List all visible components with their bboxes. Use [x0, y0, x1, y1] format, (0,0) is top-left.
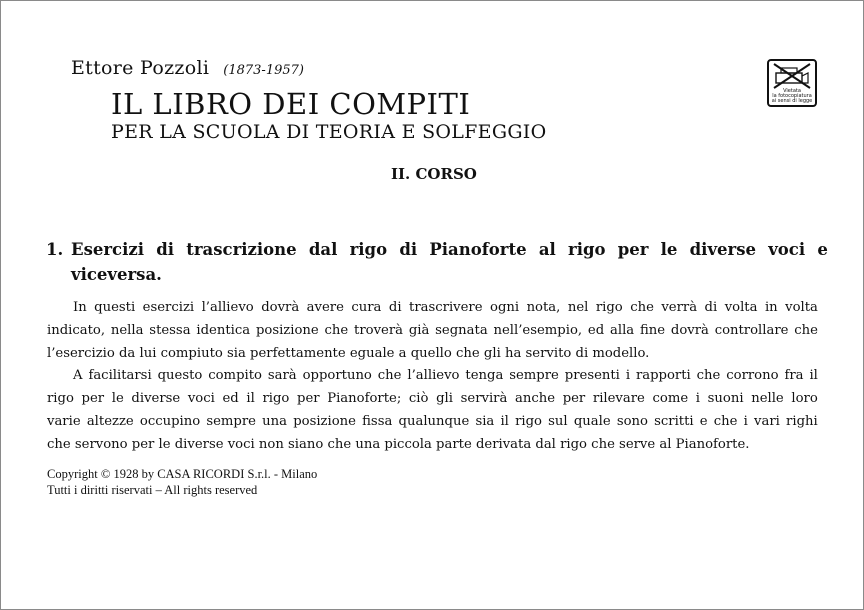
heading-word: Pianoforte	[429, 240, 527, 259]
body-word: sul	[548, 414, 568, 429]
body-word: rigo	[47, 391, 74, 406]
body-word: ed	[222, 391, 239, 406]
body-word: sono	[616, 414, 648, 429]
heading-word: Esercizi	[71, 240, 145, 259]
body-word: alla	[609, 323, 635, 338]
body-word: A	[73, 368, 83, 383]
body-word: che	[324, 323, 349, 338]
body-word: occupino	[139, 414, 201, 429]
no-photocopy-stamp	[767, 59, 817, 107]
body-word: vari	[754, 414, 780, 429]
body-word: di	[388, 300, 402, 315]
heading-word: e	[817, 240, 828, 259]
exercise-number: 1.	[46, 240, 64, 259]
body-word: sempre	[206, 414, 256, 429]
copyright-line: Copyright © 1928 by CASA RICORDI S.r.l. - Milano	[47, 467, 318, 481]
author-dates: (1873-1957)	[223, 63, 304, 78]
paragraph-1-line-1	[73, 300, 818, 315]
body-word: nelle	[751, 391, 784, 406]
body-word: suoni	[707, 391, 744, 406]
body-word: volta	[785, 300, 818, 315]
body-word: corrono	[726, 368, 779, 383]
paragraph-2-line-4	[47, 437, 749, 452]
heading-word: rigo	[349, 240, 388, 259]
body-word: posizione	[293, 414, 356, 429]
body-word: questo	[157, 368, 203, 383]
body-word: presenti	[564, 368, 620, 383]
body-word: voci	[187, 391, 215, 406]
body-word: i	[695, 391, 700, 406]
paragraph-2-line-1	[73, 368, 818, 383]
body-word: varie	[47, 414, 81, 429]
course-label: II. CORSO	[391, 165, 477, 183]
body-word: stessa	[149, 323, 191, 338]
body-word: compito	[208, 368, 262, 383]
body-word: identica	[196, 323, 251, 338]
body-word: fine	[639, 323, 666, 338]
body-word: come	[652, 391, 689, 406]
body-word: verrà	[661, 300, 698, 315]
body-word: esercizi	[142, 300, 195, 315]
heading-word: le	[660, 240, 678, 259]
body-word: per	[562, 391, 586, 406]
body-word: ed	[587, 323, 605, 338]
body-word: nel	[567, 300, 589, 315]
body-word: per	[81, 391, 105, 406]
body-word: nella	[110, 323, 144, 338]
body-word: fra	[784, 368, 804, 383]
body-word: dovrà	[670, 323, 709, 338]
body-word: rapporti	[635, 368, 691, 383]
body-word: che	[377, 368, 402, 383]
body-word: gli	[436, 391, 453, 406]
author-name: Ettore Pozzoli	[71, 57, 210, 79]
body-word: Pianoforte;	[327, 391, 402, 406]
exercise-heading	[46, 237, 828, 287]
body-word: troverà	[354, 323, 403, 338]
body-word: altezze	[86, 414, 134, 429]
body-word: e	[699, 414, 708, 429]
body-word: già	[408, 323, 430, 338]
body-word: controllare	[714, 323, 789, 338]
body-word: trascrivere	[409, 300, 483, 315]
body-word: l’allievo	[407, 368, 460, 383]
body-word: posizione	[255, 323, 319, 338]
body-word: qualunque	[398, 414, 470, 429]
body-word: rilevare	[592, 391, 645, 406]
stamp-text-line-2: la fotocopiatura	[772, 93, 812, 99]
stamp-text-line-1: Vietata	[783, 88, 801, 94]
body-word: il	[809, 368, 818, 383]
body-word: rigo	[515, 414, 542, 429]
body-word: sarà	[267, 368, 297, 383]
body-word: anche	[515, 391, 556, 406]
body-word: diverse	[131, 391, 181, 406]
body-word: servirà	[460, 391, 508, 406]
body-word: il	[500, 414, 509, 429]
body-word: l’allievo	[201, 300, 254, 315]
body-text: l’esercizio da lui compiuto sia perfettamente eguale a quello che gli ha servito di modello.	[47, 346, 650, 361]
paragraph-2-line-2	[47, 391, 818, 406]
heading-word: diverse	[689, 240, 757, 259]
body-word: per	[297, 391, 320, 406]
body-word: una	[262, 414, 288, 429]
body-word: che	[794, 323, 818, 338]
body-word: che	[630, 300, 654, 315]
body-word: rigo	[262, 391, 290, 406]
body-word: i	[743, 414, 748, 429]
paragraph-1-line-2	[47, 323, 818, 338]
body-word: le	[111, 391, 124, 406]
body-word: questi	[94, 300, 136, 315]
body-word: opportuno	[302, 368, 372, 383]
paragraph-2-line-3	[47, 414, 818, 429]
body-word: nell’esempio,	[493, 323, 583, 338]
page-title: IL LIBRO DEI COMPITI	[111, 87, 471, 121]
body-word: rigo	[595, 300, 623, 315]
body-word: indicato,	[47, 323, 106, 338]
body-word: righi	[786, 414, 818, 429]
body-word: segnata	[435, 323, 488, 338]
body-word: il	[246, 391, 255, 406]
body-word: in	[764, 300, 778, 315]
heading-word: al	[538, 240, 556, 259]
exercise-heading-line-1	[71, 237, 828, 262]
body-word: ogni	[490, 300, 520, 315]
rights-line: Tutti i diritti riservati – All rights reserved	[47, 483, 258, 497]
body-word: fissa	[362, 414, 393, 429]
body-word: ciò	[408, 391, 429, 406]
body-word: quale	[573, 414, 611, 429]
body-word: che	[713, 414, 738, 429]
body-word: sia	[475, 414, 495, 429]
page-subtitle: PER LA SCUOLA DI TEORIA E SOLFEGGIO	[111, 121, 547, 143]
body-word: tenga	[465, 368, 504, 383]
heading-word: dal	[308, 240, 338, 259]
body-word: In	[73, 300, 87, 315]
heading-word: trascrizione	[186, 240, 297, 259]
body-text: che servono per le diverse voci non siano che una piccola parte derivata dal rigo che serve al Pianoforte.	[47, 437, 750, 452]
body-word: nota,	[526, 300, 561, 315]
author-line	[71, 57, 304, 79]
body-word: sempre	[509, 368, 559, 383]
body-word: loro	[791, 391, 818, 406]
body-word: avere	[306, 300, 344, 315]
exercise-heading-line-2: viceversa.	[71, 265, 162, 284]
heading-word: per	[617, 240, 649, 259]
body-word: che	[696, 368, 721, 383]
body-word: dovrà	[261, 300, 300, 315]
body-word: i	[625, 368, 631, 383]
heading-word: voci	[768, 240, 806, 259]
body-word: scritti	[654, 414, 694, 429]
no-photocopy-icon	[772, 63, 812, 89]
paragraph-1-line-3	[47, 346, 649, 361]
stamp-text-line-3: ai sensi di legge	[771, 98, 813, 104]
body-word: di	[704, 300, 718, 315]
heading-word: di	[399, 240, 418, 259]
heading-word: di	[156, 240, 175, 259]
body-word: volta	[724, 300, 758, 315]
body-word: facilitarsi	[88, 368, 152, 383]
heading-word: rigo	[568, 240, 606, 259]
body-word: cura	[351, 300, 382, 315]
